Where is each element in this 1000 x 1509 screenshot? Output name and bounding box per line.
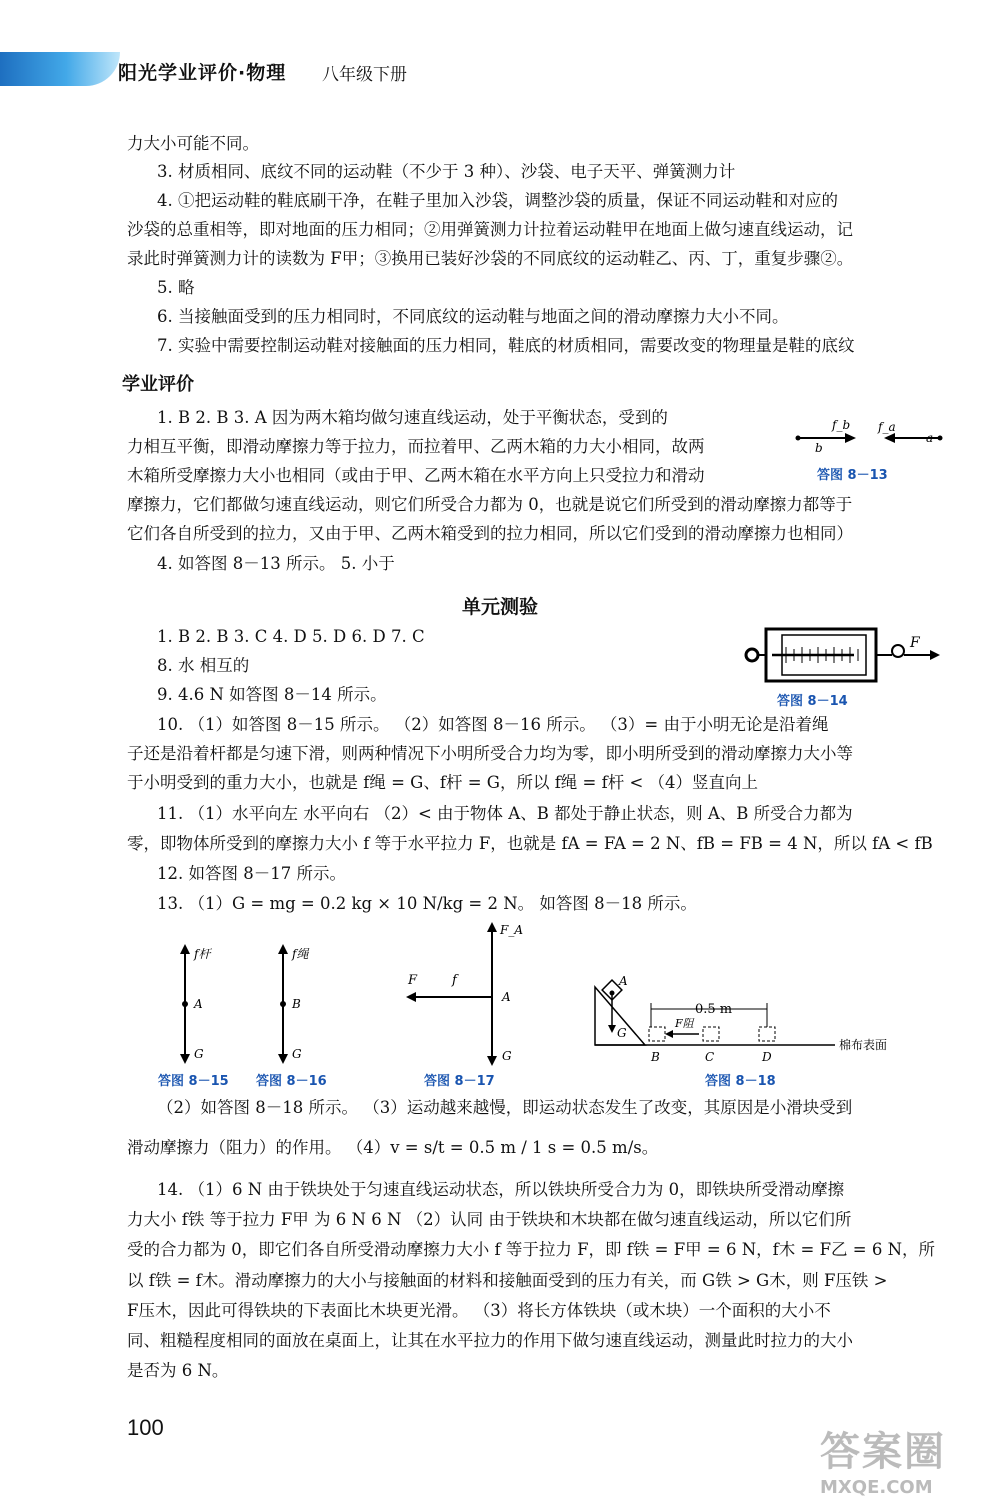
label-fa: f_a <box>878 420 896 434</box>
text-line: 滑动摩擦力（阻力）的作用。 （4）v = s/t = 0.5 m / 1 s = 0.5 m/s。 <box>127 1138 659 1157</box>
header-band <box>0 52 120 86</box>
text-line: 同、粗糙程度相同的面放在桌面上，让其在水平拉力的作用下做匀速直线运动，测量此时拉力的大小 <box>127 1331 853 1350</box>
text-line: 12. 如答图 8－17 所示。 <box>157 864 346 883</box>
caption-8-16: 答图 8－16 <box>256 1074 327 1089</box>
section-heading-assessment: 学业评价 <box>122 374 194 395</box>
text-line: 于小明受到的重力大小，也就是 f绳 = G、f杆 = G，所以 f绳 = f杆 < （4）竖直向上 <box>127 773 759 792</box>
book-title: 阳光学业评价·物理 <box>118 62 287 84</box>
watermark-url: MXQE.COM <box>820 1477 933 1498</box>
label-G-815: G <box>194 1047 204 1061</box>
text-line: 力大小可能不同。 <box>127 134 259 153</box>
label-B-816: B <box>292 997 301 1011</box>
watermark-text: 答案圈 <box>820 1429 946 1475</box>
label-F-scale: F <box>910 635 920 651</box>
text-line: 5. 略 <box>157 278 195 297</box>
text-line: 木箱所受摩擦力大小也相同（或由于甲、乙两木箱在水平方向上只受拉力和滑动 <box>127 466 705 485</box>
text-line: 零，即物体所受到的摩擦力大小 f 等于水平拉力 F，也就是 fA = FA = 2 N、fB = FB = 4 N，所以 fA < fB <box>127 834 933 853</box>
label-D-818: D <box>762 1050 772 1064</box>
text-line: 它们各自所受到的拉力，又由于甲、乙两木箱受到的拉力相同，所以它们受到的滑动摩擦力也相同） <box>127 524 853 543</box>
text-line: 11. （1）水平向左 水平向右 （2）< 由于物体 A、B 都处于静止状态，则 A、B 所受合力都为 <box>157 804 853 823</box>
figure-8-16 <box>268 942 318 1067</box>
watermark-logo <box>820 1420 995 1505</box>
text-line: 4. 如答图 8－13 所示。 5. 小于 <box>157 554 395 573</box>
caption-8-17: 答图 8－17 <box>424 1074 495 1089</box>
figure-8-17 <box>400 920 530 1070</box>
label-b: b <box>815 441 823 455</box>
text-line: 1. B 2. B 3. C 4. D 5. D 6. D 7. C <box>157 627 425 646</box>
text-line: 沙袋的总重相等，即对地面的压力相同；②用弹簧测力计拉着运动鞋甲在地面上做匀速直线运动，记 <box>127 220 853 239</box>
label-A-815: A <box>194 997 203 1011</box>
text-line: 8. 水 相互的 <box>157 656 250 675</box>
text-line: 4. ①把运动鞋的鞋底刷干净，在鞋子里加入沙袋，调整沙袋的质量，保证不同运动鞋和对应的 <box>157 191 838 210</box>
label-fb: f_b <box>832 420 851 432</box>
text-line: 受的合力都为 0，即它们各自所受滑动摩擦力大小 f 等于拉力 F，即 f铁 = F甲 = 6 N，f木 = F乙 = 6 N，所 <box>127 1240 936 1259</box>
label-G-816: G <box>292 1047 302 1061</box>
label-surface: 棉布表面 <box>839 1038 888 1052</box>
text-line: 录此时弹簧测力计的读数为 F甲；③换用已装好沙袋的不同底纹的运动鞋乙、丙、丁，重复步骤②。 <box>127 249 854 268</box>
text-line: 力相互平衡，即滑动摩擦力等于拉力，而拉着甲、乙两木箱的力大小相同，故两 <box>127 437 705 456</box>
label-F-817: F <box>408 973 418 988</box>
label-G-817: G <box>502 1049 512 1063</box>
label-FA: F_A <box>500 923 523 937</box>
label-A-818: A <box>619 975 628 988</box>
text-line: 9. 4.6 N 如答图 8－14 所示。 <box>157 685 387 704</box>
text-line: 7. 实验中需要控制运动鞋对接触面的压力相同，鞋底的材质相同，需要改变的物理量是鞋的底纹 <box>157 336 855 355</box>
book-grade: 八年级下册 <box>322 65 407 85</box>
text-line: 10. （1）如答图 8－15 所示。 （2）如答图 8－16 所示。 （3）= 由于小明无论是沿着绳 <box>157 715 829 734</box>
text-line: 以 f铁 = f木。滑动摩擦力的大小与接触面的材料和接触面受到的压力有关，而 G铁 > G木，则 F压铁 > <box>127 1271 888 1290</box>
text-line: 摩擦力，它们都做匀速直线运动，则它们所受合力都为 0，也就是说它们所受到的滑动摩擦力都等于 <box>127 495 853 514</box>
label-f-817: f <box>452 973 457 988</box>
text-line: 子还是沿着杆都是匀速下滑，则两种情况下小明所受合力均为零，即小明所受到的滑动摩擦力大小等 <box>127 744 853 763</box>
caption-8-15: 答图 8－15 <box>158 1074 229 1089</box>
label-A-817: A <box>502 990 511 1004</box>
label-Fzu: F阻 <box>675 1017 694 1030</box>
label-distance: 0.5 m <box>695 1002 733 1017</box>
page-number: 100 <box>127 1415 164 1440</box>
label-fsheng: f绳 <box>292 947 309 961</box>
caption-8-18: 答图 8－18 <box>705 1074 776 1089</box>
text-line: F压木，因此可得铁块的下表面比木块更光滑。 （3）将长方体铁块（或木块）一个面积的大小不 <box>127 1301 831 1320</box>
text-line: （2）如答图 8－18 所示。 （3）运动越来越慢，即运动状态发生了改变，其原因是小滑块受到 <box>157 1098 853 1117</box>
figure-8-18 <box>585 975 910 1070</box>
section-heading-unit-test: 单元测验 <box>461 596 538 618</box>
text-line: 14. （1）6 N 由于铁块处于匀速直线运动状态，所以铁块所受合力为 0，即铁块所受滑动摩擦 <box>157 1180 845 1199</box>
label-B-818: B <box>651 1050 660 1064</box>
label-a: a <box>926 431 934 445</box>
text-line: 是否为 6 N。 <box>127 1361 229 1380</box>
text-line: 6. 当接触面受到的压力相同时，不同底纹的运动鞋与地面之间的滑动摩擦力大小不同。 <box>157 307 789 326</box>
label-G-818: G <box>617 1026 627 1040</box>
text-line: 13. （1）G = mg = 0.2 kg × 10 N/kg = 2 N。 如答图 8－18 所示。 <box>157 894 697 913</box>
page-header <box>0 52 1000 92</box>
label-C-818: C <box>705 1050 715 1064</box>
label-fgan: f杆 <box>194 947 211 961</box>
figure-8-14 <box>742 625 942 687</box>
figure-8-15 <box>170 942 220 1067</box>
text-line: 3. 材质相同、底纹不同的运动鞋（不少于 3 种）、沙袋、电子天平、弹簧测力计 <box>157 162 736 181</box>
text-line: 力大小 f铁 等于拉力 F甲 为 6 N 6 N （2）认同 由于铁块和木块都在做匀速直线运动，所以它们所 <box>127 1210 852 1229</box>
text-line: 1. B 2. B 3. A 因为两木箱均做匀速直线运动，处于平衡状态，受到的 <box>157 408 668 427</box>
caption-8-14: 答图 8－14 <box>777 694 848 709</box>
caption-8-13: 答图 8－13 <box>817 468 888 483</box>
